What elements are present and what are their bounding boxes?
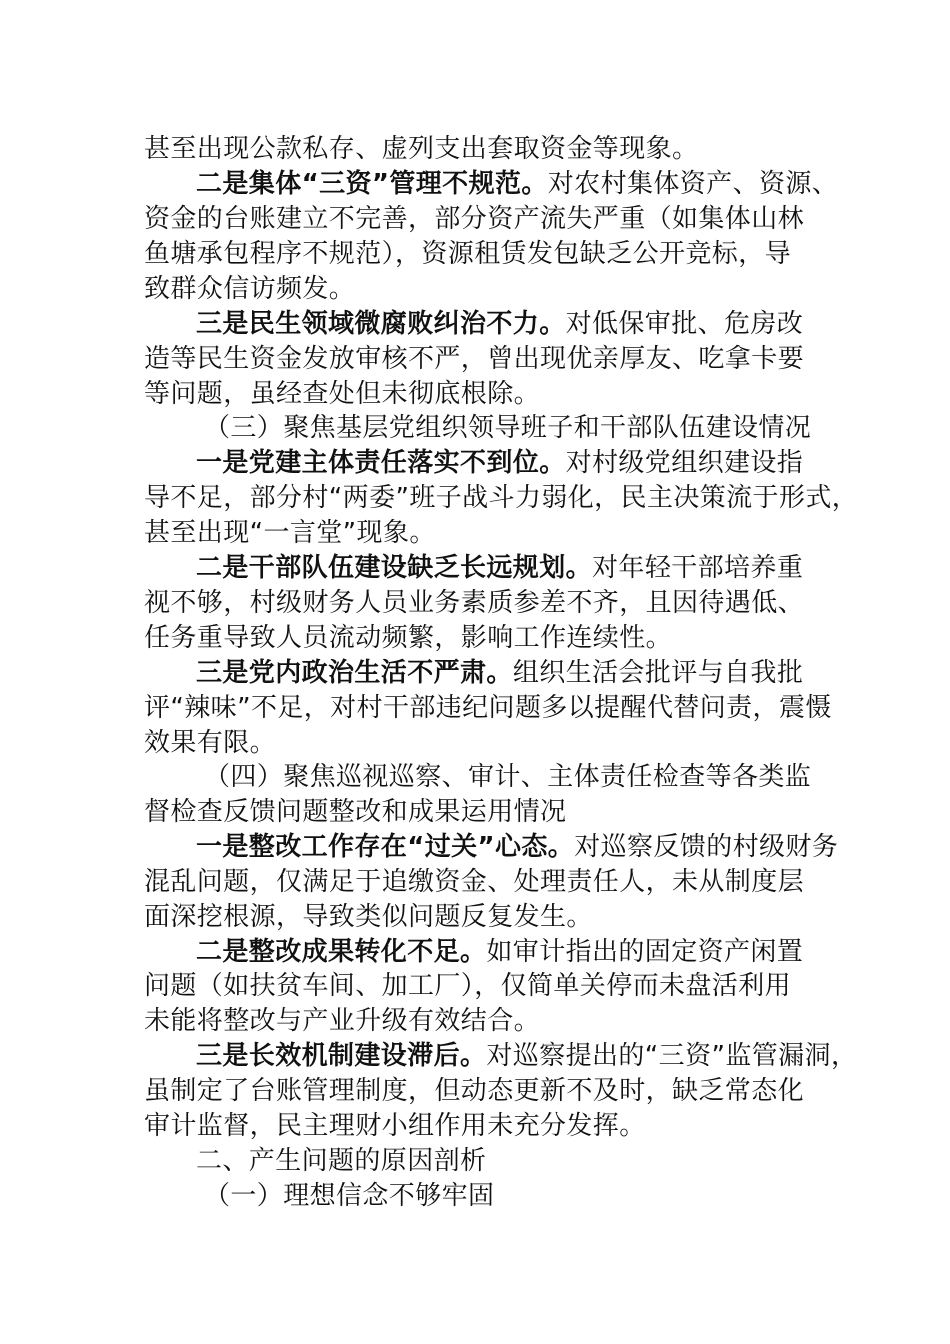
bold-lead: 三是长效机制建设滞后。 bbox=[196, 1041, 487, 1071]
text-line: 未能将整改与产业升级有效结合。 bbox=[144, 1006, 541, 1036]
text-line: 导不足，部分村“两委”班子战斗力弱化，民主决策流于形式， bbox=[144, 483, 859, 513]
text-line: 资金的台账建立不完善，部分资产流失严重（如集体山林 bbox=[144, 204, 805, 234]
bold-lead: 一是整改工作存在“过关”心态。 bbox=[196, 832, 575, 862]
paragraph-first-line: 二是整改成果转化不足。如审计指出的固定资产闲置 bbox=[196, 937, 804, 967]
bold-lead: 二是干部队伍建设缺乏长远规划。 bbox=[196, 553, 593, 583]
text-line: 审计监督，民主理财小组作用未充分发挥。 bbox=[144, 1111, 646, 1141]
bold-lead: 一是党建主体责任落实不到位。 bbox=[196, 448, 566, 478]
paragraph-first-line: 三是长效机制建设滞后。对巡察提出的“三资”监管漏洞， bbox=[196, 1041, 858, 1071]
text-line: 甚至出现“一言堂”现象。 bbox=[144, 518, 436, 548]
chapter-heading: 二、产生问题的原因剖析 bbox=[196, 1146, 487, 1176]
bold-lead: 三是党内政治生活不严肃。 bbox=[196, 658, 513, 688]
text-line: 任务重导致人员流动频繁，影响工作连续性。 bbox=[144, 623, 673, 653]
text-line: 问题（如扶贫车间、加工厂），仅简单关停而未盘活利用 bbox=[144, 971, 792, 1001]
bold-lead: 三是民生领域微腐败纠治不力。 bbox=[196, 309, 566, 339]
section-heading-continued: 督检查反馈问题整改和成果运用情况 bbox=[144, 797, 567, 827]
bold-lead: 二是集体“三资”管理不规范。 bbox=[196, 169, 548, 199]
paragraph-first-line: 三是党内政治生活不严肃。组织生活会批评与自我批 bbox=[196, 658, 804, 688]
text-line: 等问题，虽经查处但未彻底根除。 bbox=[144, 379, 541, 409]
text-line: 甚至出现公款私存、虚列支出套取资金等现象。 bbox=[144, 134, 699, 164]
text-line: 鱼塘承包程序不规范），资源租赁发包缺乏公开竞标，导 bbox=[144, 239, 792, 269]
section-heading: （四）聚焦巡视巡察、审计、主体责任检查等各类监 bbox=[204, 762, 812, 792]
bold-lead: 二是整改成果转化不足。 bbox=[196, 937, 487, 967]
paragraph-first-line: 二是集体“三资”管理不规范。对农村集体资产、资源、 bbox=[196, 169, 839, 199]
paragraph-first-line: 一是党建主体责任落实不到位。对村级党组织建设指 bbox=[196, 448, 804, 478]
text-line: 造等民生资金发放审核不严，曾出现优亲厚友、吃拿卡要 bbox=[144, 344, 805, 374]
text-line: 面深挖根源，导致类似问题反复发生。 bbox=[144, 902, 593, 932]
text-line: 致群众信访频发。 bbox=[144, 274, 356, 304]
text-line: 虽制定了台账管理制度，但动态更新不及时，缺乏常态化 bbox=[144, 1076, 805, 1106]
paragraph-first-line: 三是民生领域微腐败纠治不力。对低保审批、危房改 bbox=[196, 309, 804, 339]
section-heading: （三）聚焦基层党组织领导班子和干部队伍建设情况 bbox=[204, 413, 812, 443]
text-line: 评“辣味”不足，对村干部违纪问题多以提醒代替问责，震慑 bbox=[144, 693, 832, 723]
text-line: 混乱问题，仅满足于追缴资金、处理责任人，未从制度层 bbox=[144, 867, 805, 897]
paragraph-first-line: 二是干部队伍建设缺乏长远规划。对年轻干部培养重 bbox=[196, 553, 804, 583]
text-line: 视不够，村级财务人员业务素质参差不齐，且因待遇低、 bbox=[144, 588, 805, 618]
text-line: 效果有限。 bbox=[144, 728, 277, 758]
paragraph-first-line: 一是整改工作存在“过关”心态。对巡察反馈的村级财务 bbox=[196, 832, 839, 862]
section-heading: （一）理想信念不够牢固 bbox=[204, 1181, 495, 1211]
